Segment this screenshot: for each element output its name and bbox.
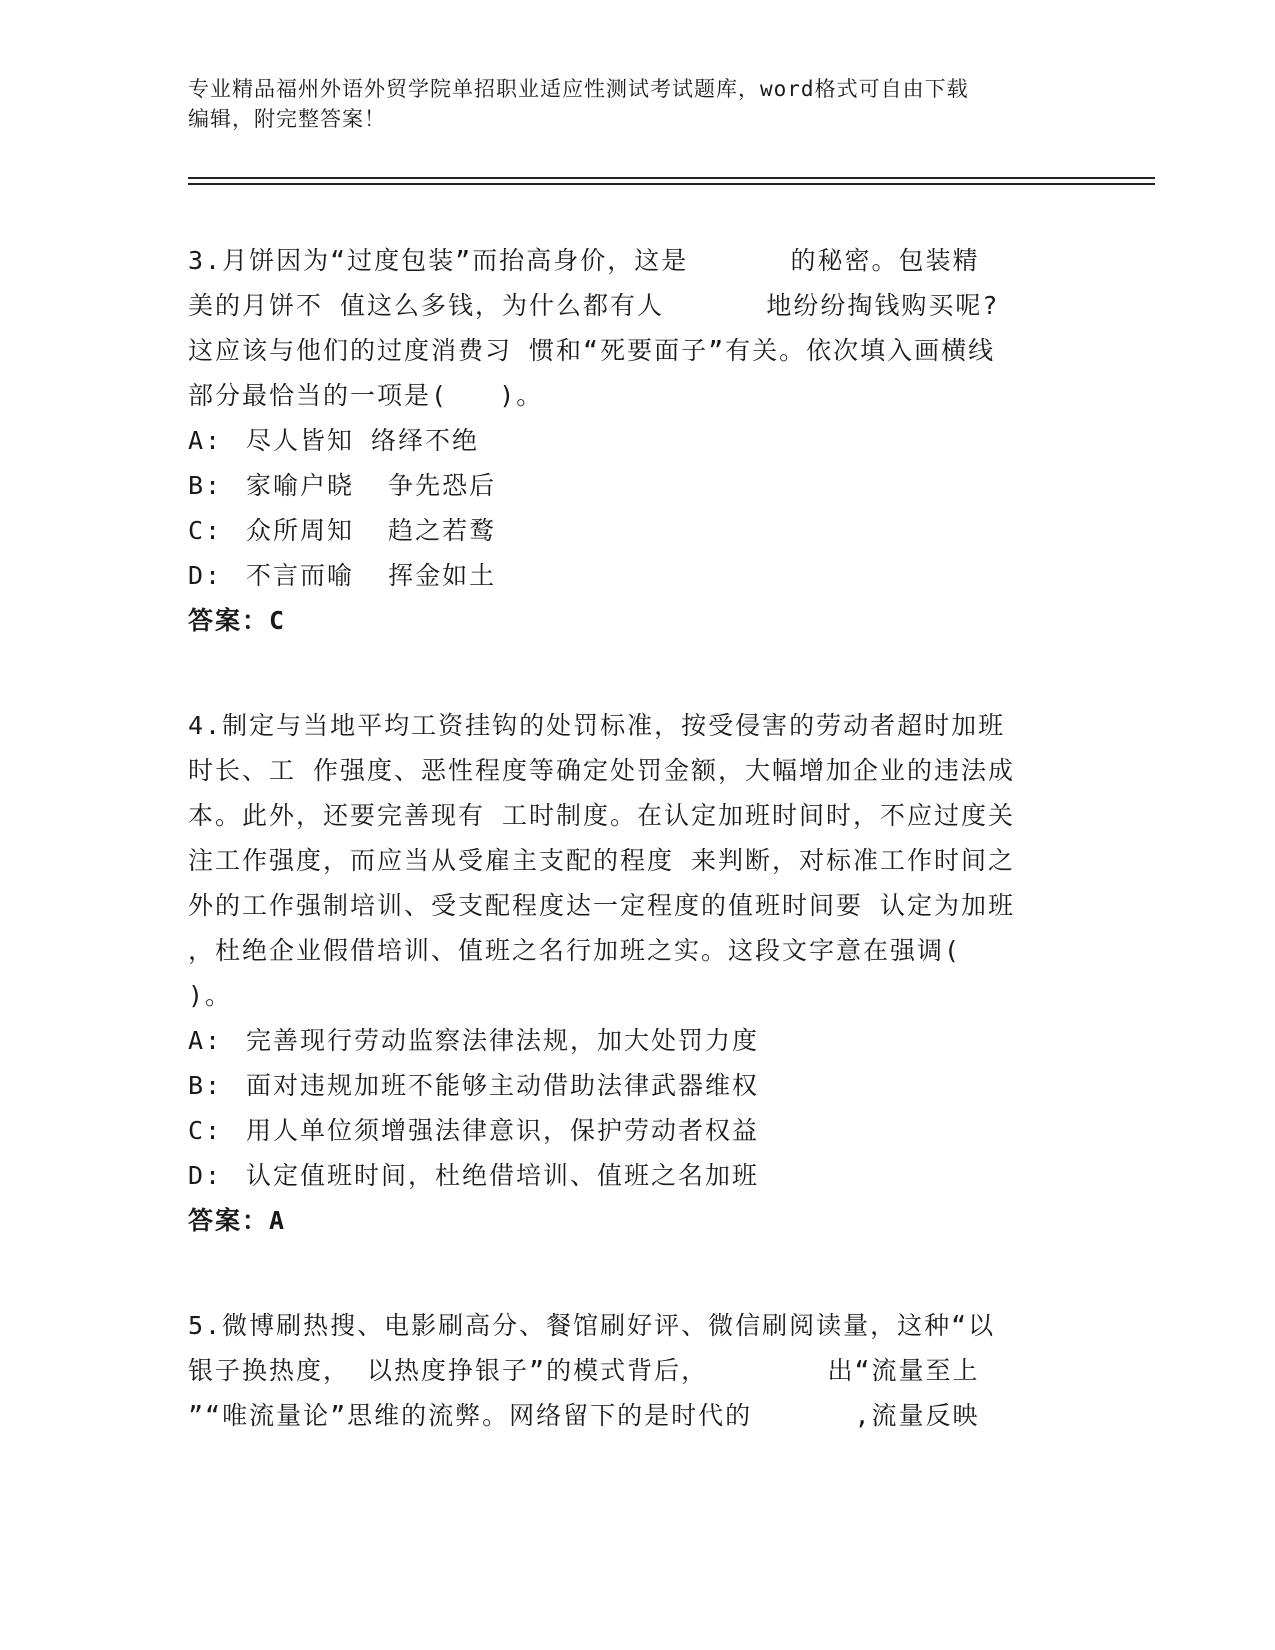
question-text-line: 时长、工 作强度、恶性程度等确定处罚金额，大幅增加企业的违法成: [188, 756, 1016, 785]
option-d: [188, 1153, 1088, 1198]
option-c: [188, 1108, 1088, 1153]
option-text: 面对违规加班不能够主动借助法律武器维权: [246, 1071, 760, 1100]
option-letter: C:: [188, 516, 223, 545]
option-text: 完善现行劳动监察法律法规，加大处罚力度: [246, 1026, 760, 1055]
question-text-line: ，杜绝企业假借培训、值班之名行加班之实。这段文字意在强调(: [188, 936, 962, 965]
question-text-line: 这应该与他们的过度消费习 惯和“死要面子”有关。依次填入画横线: [188, 336, 996, 365]
question-text-line: 注工作强度，而应当从受雇主支配的程度 来判断，对标准工作时间之: [188, 846, 1016, 875]
question-text-line: 5.微博刷热搜、电影刷高分、餐馆刷好评、微信刷阅读量，这种“以: [188, 1311, 996, 1340]
answer: 答案：C: [188, 606, 287, 635]
question-text-line: 3.月饼因为“过度包装”而抬高身价，这是 的秘密。包装精: [188, 246, 980, 275]
question-text-line: 外的工作强制培训、受支配程度达一定程度的值班时间要 认定为加班: [188, 891, 1016, 920]
question-list: [188, 238, 1088, 1498]
option-letter: B:: [188, 1071, 223, 1100]
option-c: [188, 508, 1088, 553]
question-text-line: 美的月饼不 值这么多钱，为什么都有人 地纷纷掏钱购买呢?: [188, 291, 1000, 320]
header-line-1: 专业精品福州外语外贸学院单招职业适应性测试考试题库，word格式可自由下载: [188, 77, 969, 101]
option-text: 尽人皆知 络绎不绝: [246, 426, 480, 455]
question-4: [188, 703, 1088, 1243]
option-text: 不言而喻 挥金如土: [246, 561, 497, 590]
option-d: [188, 553, 1088, 598]
option-b: [188, 463, 1088, 508]
option-a: [188, 1018, 1088, 1063]
option-a: [188, 418, 1088, 463]
option-letter: A:: [188, 426, 223, 455]
option-text: 认定值班时间，杜绝借培训、值班之名加班: [246, 1161, 760, 1190]
option-letter: B:: [188, 471, 223, 500]
option-b: [188, 1063, 1088, 1108]
option-text: 用人单位须增强法律意识，保护劳动者权益: [246, 1116, 760, 1145]
question-5: [188, 1303, 1088, 1438]
option-letter: D:: [188, 561, 223, 590]
option-letter: A:: [188, 1026, 223, 1055]
question-text-line: 本。此外，还要完善现有 工时制度。在认定加班时间时，不应过度关: [188, 801, 1016, 830]
header-divider-bottom: [188, 183, 1155, 185]
question-text-line: )。: [188, 981, 233, 1010]
option-letter: D:: [188, 1161, 223, 1190]
question-text-line: 4.制定与当地平均工资挂钩的处罚标准，按受侵害的劳动者超时加班: [188, 711, 1006, 740]
question-3: [188, 238, 1088, 643]
option-text: 众所周知 趋之若鹜: [246, 516, 497, 545]
document-header: [188, 74, 1088, 134]
question-text-line: 部分最恰当的一项是( )。: [188, 381, 544, 410]
question-text-line: ”“唯流量论”思维的流弊。网络留下的是时代的 ,流量反映: [188, 1401, 980, 1430]
question-text-line: 银子换热度， 以热度挣银子”的模式背后， 出“流量至上: [188, 1356, 980, 1385]
answer: 答案：A: [188, 1206, 287, 1235]
header-divider-top: [188, 177, 1155, 179]
option-letter: C:: [188, 1116, 223, 1145]
option-text: 家喻户晓 争先恐后: [246, 471, 497, 500]
header-line-2: 编辑，附完整答案！: [188, 107, 386, 131]
